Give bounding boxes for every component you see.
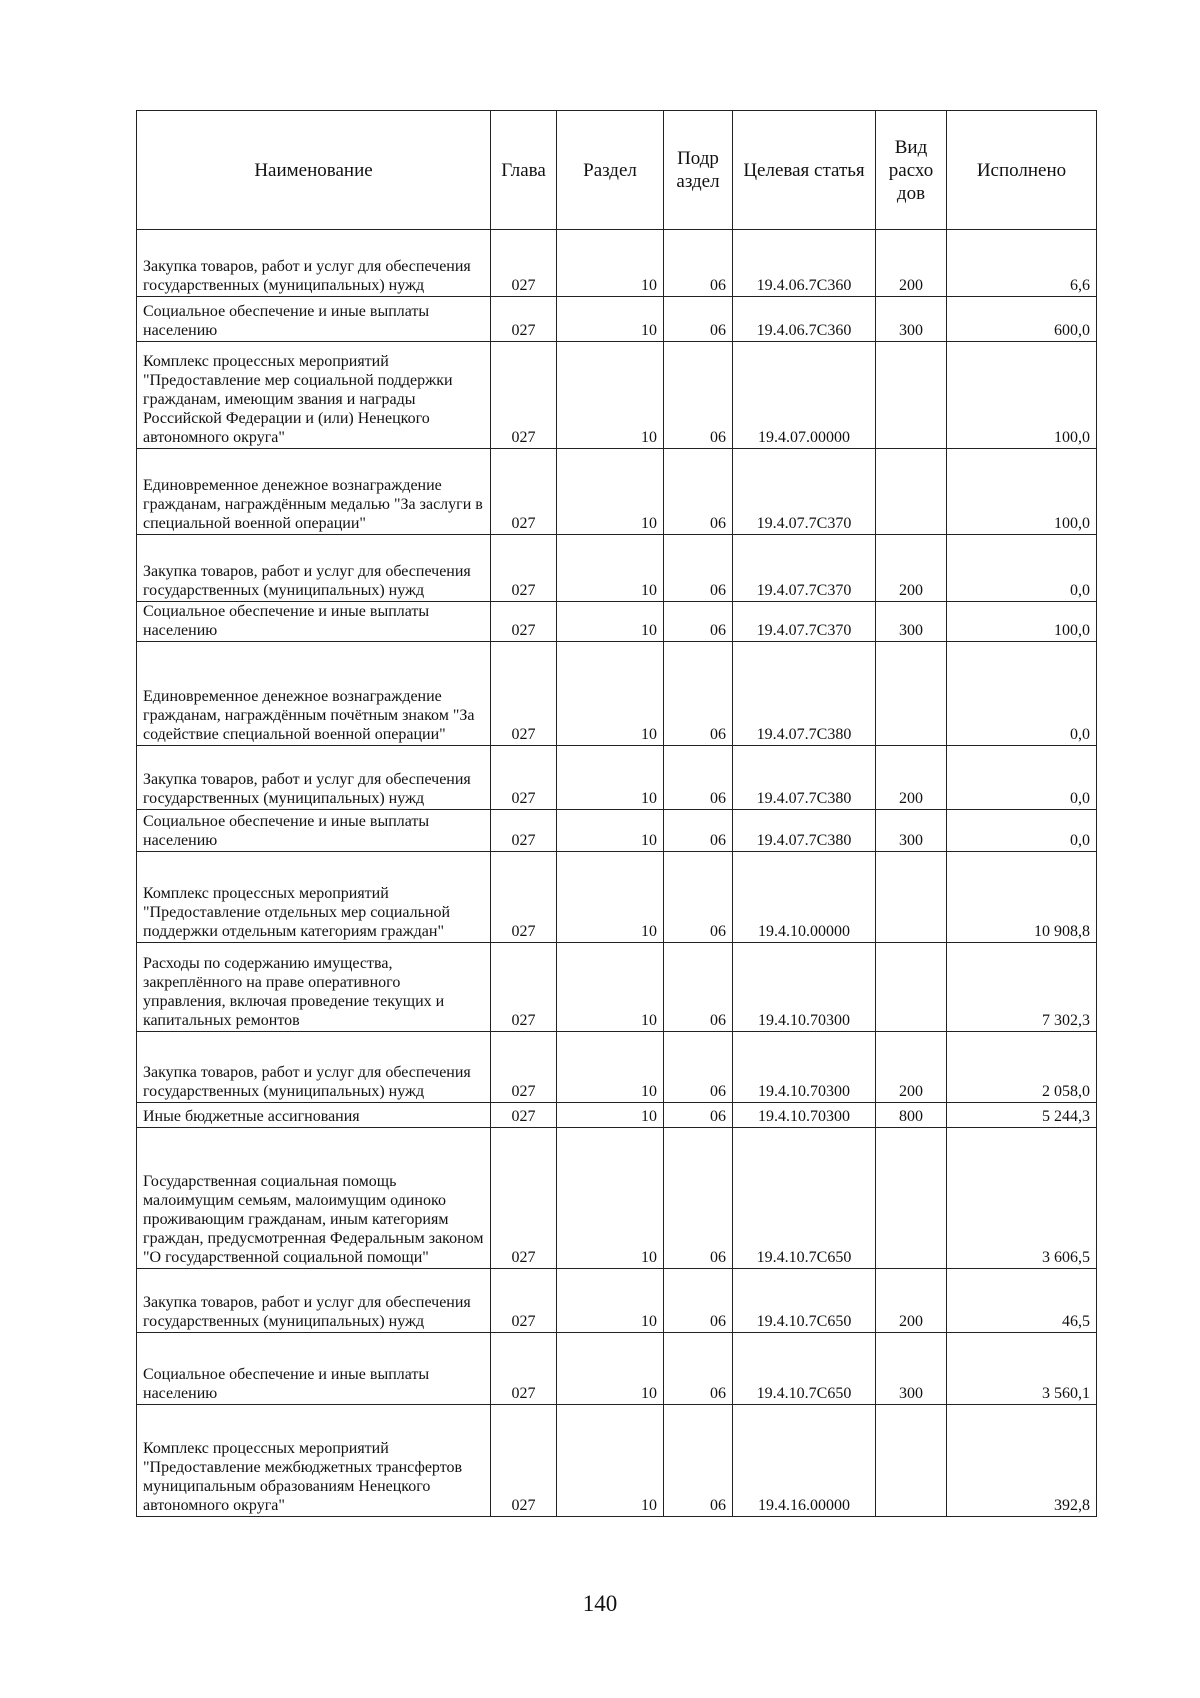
header-executed: Исполнено (947, 111, 1097, 230)
cell-section: 10 (557, 297, 664, 342)
cell-subsection: 06 (664, 342, 733, 449)
table-row (137, 810, 1097, 852)
header-section: Раздел (557, 111, 664, 230)
cell-expense-type (876, 1405, 947, 1517)
cell-subsection: 06 (664, 810, 733, 852)
cell-chapter: 027 (491, 642, 557, 746)
cell-executed: 7 302,3 (947, 943, 1097, 1032)
cell-subsection: 06 (664, 1032, 733, 1103)
cell-section: 10 (557, 342, 664, 449)
budget-execution-table (136, 110, 1097, 1517)
table-body (137, 230, 1097, 1517)
cell-name: Единовременное денежное вознаграждение гражданам, награждённым медалью "За заслуги в специальной военной операции" (137, 449, 491, 535)
header-expense-type: Вид расхо дов (876, 111, 947, 230)
cell-chapter: 027 (491, 1269, 557, 1333)
cell-subsection: 06 (664, 1333, 733, 1405)
cell-executed: 3 560,1 (947, 1333, 1097, 1405)
cell-expense-type (876, 943, 947, 1032)
cell-executed: 10 908,8 (947, 852, 1097, 943)
cell-section: 10 (557, 852, 664, 943)
table-row (137, 1103, 1097, 1128)
cell-name: Закупка товаров, работ и услуг для обеспечения государственных (муниципальных) нужд (137, 535, 491, 602)
header-name: Наименование (137, 111, 491, 230)
cell-subsection: 06 (664, 602, 733, 642)
cell-expense-type: 300 (876, 1333, 947, 1405)
cell-target: 19.4.10.7С650 (733, 1269, 876, 1333)
cell-subsection: 06 (664, 297, 733, 342)
cell-target: 19.4.07.7С370 (733, 449, 876, 535)
cell-chapter: 027 (491, 1103, 557, 1128)
cell-executed: 0,0 (947, 810, 1097, 852)
cell-executed: 0,0 (947, 746, 1097, 810)
table-row (137, 1269, 1097, 1333)
cell-chapter: 027 (491, 230, 557, 297)
cell-executed: 392,8 (947, 1405, 1097, 1517)
table-row (137, 602, 1097, 642)
cell-subsection: 06 (664, 1103, 733, 1128)
cell-subsection: 06 (664, 852, 733, 943)
cell-expense-type (876, 449, 947, 535)
cell-target: 19.4.10.7С650 (733, 1128, 876, 1269)
table-row (137, 342, 1097, 449)
table-row (137, 1128, 1097, 1269)
cell-chapter: 027 (491, 1333, 557, 1405)
cell-target: 19.4.07.7С380 (733, 642, 876, 746)
cell-section: 10 (557, 1333, 664, 1405)
cell-name: Социальное обеспечение и иные выплаты населению (137, 602, 491, 642)
header-chapter: Глава (491, 111, 557, 230)
cell-chapter: 027 (491, 342, 557, 449)
cell-executed: 46,5 (947, 1269, 1097, 1333)
table-row (137, 535, 1097, 602)
cell-target: 19.4.06.7С360 (733, 297, 876, 342)
cell-target: 19.4.07.7С370 (733, 602, 876, 642)
cell-chapter: 027 (491, 449, 557, 535)
cell-section: 10 (557, 449, 664, 535)
cell-expense-type: 200 (876, 1269, 947, 1333)
table-row (137, 230, 1097, 297)
cell-target: 19.4.10.70300 (733, 1103, 876, 1128)
cell-expense-type: 300 (876, 602, 947, 642)
cell-expense-type: 200 (876, 746, 947, 810)
page-number: 140 (582, 1591, 618, 1616)
cell-expense-type: 200 (876, 535, 947, 602)
cell-target: 19.4.06.7С360 (733, 230, 876, 297)
cell-expense-type (876, 342, 947, 449)
cell-section: 10 (557, 1103, 664, 1128)
cell-section: 10 (557, 602, 664, 642)
cell-executed: 0,0 (947, 642, 1097, 746)
cell-name: Расходы по содержанию имущества, закреплённого на праве оперативного управления, включая проведение текущих и капитальных ремонтов (137, 943, 491, 1032)
cell-section: 10 (557, 230, 664, 297)
cell-expense-type (876, 1128, 947, 1269)
cell-chapter: 027 (491, 746, 557, 810)
cell-name: Закупка товаров, работ и услуг для обеспечения государственных (муниципальных) нужд (137, 230, 491, 297)
cell-chapter: 027 (491, 535, 557, 602)
cell-executed: 600,0 (947, 297, 1097, 342)
cell-executed: 0,0 (947, 535, 1097, 602)
cell-subsection: 06 (664, 943, 733, 1032)
cell-chapter: 027 (491, 1032, 557, 1103)
table-row (137, 852, 1097, 943)
table-row (137, 1333, 1097, 1405)
cell-expense-type: 300 (876, 297, 947, 342)
header-target: Целевая статья (733, 111, 876, 230)
table-row (137, 642, 1097, 746)
cell-name: Закупка товаров, работ и услуг для обеспечения государственных (муниципальных) нужд (137, 1269, 491, 1333)
cell-name: Социальное обеспечение и иные выплаты населению (137, 810, 491, 852)
cell-subsection: 06 (664, 1128, 733, 1269)
table-row (137, 297, 1097, 342)
cell-target: 19.4.10.7С650 (733, 1333, 876, 1405)
cell-executed: 3 606,5 (947, 1128, 1097, 1269)
table-row (137, 449, 1097, 535)
cell-subsection: 06 (664, 535, 733, 602)
cell-executed: 100,0 (947, 602, 1097, 642)
cell-executed: 100,0 (947, 342, 1097, 449)
cell-name: Комплекс процессных мероприятий "Предоставление межбюджетных трансфертов муниципальным образованиям Ненецкого автономного округа" (137, 1405, 491, 1517)
cell-executed: 5 244,3 (947, 1103, 1097, 1128)
cell-expense-type: 200 (876, 230, 947, 297)
cell-expense-type (876, 642, 947, 746)
cell-section: 10 (557, 1032, 664, 1103)
cell-chapter: 027 (491, 602, 557, 642)
cell-name: Государственная социальная помощь малоимущим семьям, малоимущим одиноко проживающим гражданам, иным категориям граждан, предусмотренная Федеральным законом "О государственной социальной помощи" (137, 1128, 491, 1269)
cell-subsection: 06 (664, 746, 733, 810)
cell-subsection: 06 (664, 230, 733, 297)
cell-name: Единовременное денежное вознаграждение гражданам, награждённым почётным знаком "За содействие специальной военной операции" (137, 642, 491, 746)
cell-name: Закупка товаров, работ и услуг для обеспечения государственных (муниципальных) нужд (137, 1032, 491, 1103)
cell-executed: 100,0 (947, 449, 1097, 535)
header-subsection: Подр аздел (664, 111, 733, 230)
cell-executed: 6,6 (947, 230, 1097, 297)
cell-section: 10 (557, 746, 664, 810)
cell-chapter: 027 (491, 810, 557, 852)
cell-target: 19.4.10.00000 (733, 852, 876, 943)
table-row (137, 746, 1097, 810)
cell-target: 19.4.07.7С380 (733, 746, 876, 810)
cell-section: 10 (557, 535, 664, 602)
cell-chapter: 027 (491, 297, 557, 342)
cell-executed: 2 058,0 (947, 1032, 1097, 1103)
cell-subsection: 06 (664, 1405, 733, 1517)
cell-section: 10 (557, 642, 664, 746)
cell-chapter: 027 (491, 943, 557, 1032)
cell-name: Комплекс процессных мероприятий "Предоставление отдельных мер социальной поддержки отдельным категориям граждан" (137, 852, 491, 943)
cell-target: 19.4.16.00000 (733, 1405, 876, 1517)
cell-expense-type (876, 852, 947, 943)
cell-target: 19.4.07.7С370 (733, 535, 876, 602)
cell-section: 10 (557, 1269, 664, 1333)
cell-target: 19.4.07.00000 (733, 342, 876, 449)
cell-name: Социальное обеспечение и иные выплаты населению (137, 297, 491, 342)
table-row (137, 1405, 1097, 1517)
cell-name: Комплекс процессных мероприятий "Предоставление мер социальной поддержки гражданам, имеющим звания и награды Российской Федерации и (или) Ненецкого автономного округа" (137, 342, 491, 449)
cell-target: 19.4.10.70300 (733, 943, 876, 1032)
cell-name: Иные бюджетные ассигнования (137, 1103, 491, 1128)
cell-subsection: 06 (664, 449, 733, 535)
cell-name: Закупка товаров, работ и услуг для обеспечения государственных (муниципальных) нужд (137, 746, 491, 810)
cell-chapter: 027 (491, 1128, 557, 1269)
cell-section: 10 (557, 810, 664, 852)
cell-expense-type: 300 (876, 810, 947, 852)
cell-expense-type: 800 (876, 1103, 947, 1128)
cell-section: 10 (557, 943, 664, 1032)
cell-target: 19.4.07.7С380 (733, 810, 876, 852)
cell-chapter: 027 (491, 852, 557, 943)
cell-target: 19.4.10.70300 (733, 1032, 876, 1103)
cell-section: 10 (557, 1405, 664, 1517)
table-row (137, 1032, 1097, 1103)
cell-expense-type: 200 (876, 1032, 947, 1103)
table-row (137, 943, 1097, 1032)
cell-name: Социальное обеспечение и иные выплаты населению (137, 1333, 491, 1405)
table-header-row (137, 111, 1097, 230)
cell-subsection: 06 (664, 1269, 733, 1333)
cell-section: 10 (557, 1128, 664, 1269)
cell-chapter: 027 (491, 1405, 557, 1517)
cell-subsection: 06 (664, 642, 733, 746)
